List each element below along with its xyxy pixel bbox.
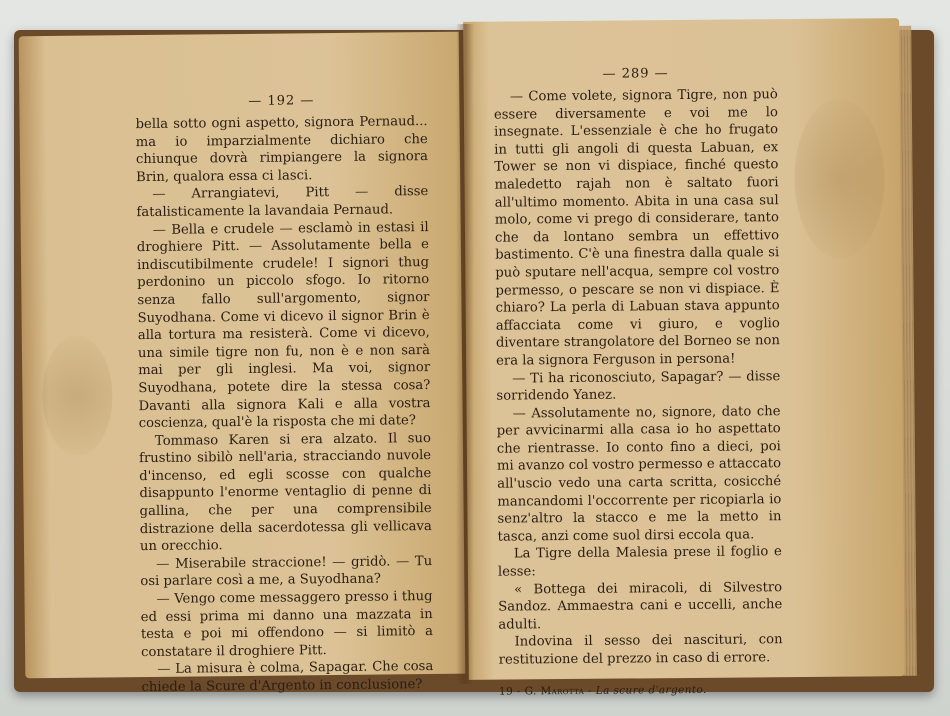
paragraph: « Bottega dei miracoli, di Silvestro Sandoz. Ammaestra cani e uccelli, anche adulti. xyxy=(498,579,783,633)
footer-title: La scure d'argento. xyxy=(595,683,707,697)
right-page-number: — 289 — xyxy=(602,66,669,82)
left-page-content xyxy=(135,92,433,697)
paper-stain xyxy=(794,98,885,259)
paragraph: — Vengo come messaggero presso i thug ed essi prima mi danno una mazzata in testa e poi mi offendono — si limitò a constatare il droghiere Pitt. xyxy=(140,589,433,660)
right-page xyxy=(463,18,905,698)
paragraph: La Tigre della Malesia prese il foglio e lesse: xyxy=(497,544,782,580)
paper-stain xyxy=(42,335,113,456)
paragraph: — Arrangiatevi, Pitt — disse fatalisticamente la lavandaia Pernaud. xyxy=(136,184,429,221)
paragraph: — Come volete, signora Tigre, non può essere diversamente e voi me lo insegnate. L'essenziale è che ho frugato in tutti gli angoli di questa Labuan, ex Tower se non vi dispiace, finché questo maledetto rajah non è saltato fuori all'ultimo momento. Abita in una casa sul molo, come vi prego di considerare, tanto che da lontano sembra un effettivo bastimento. C'è una finestra dalla quale si può sputare nell'acqua, sempre col vostro permesso, o pescare se non vi dispiace. È chiaro? La perla di Labuan stava appunto affacciata come vi giuro, e voglio diventare strangolatore del Borneo se non era la signora Ferguson in persona! xyxy=(493,87,780,369)
paragraph: bella sotto ogni aspetto, signora Pernaud... ma io imparzialmente dichiaro che chiunque dovrà rimpiangere la signora Brin, qualora essa ci lasci. xyxy=(135,114,429,185)
paragraph: — La misura è colma, Sapagar. Che cosa chiede la Scure d'Argento in conclusione? xyxy=(141,659,434,696)
paragraph: — Bella e crudele — esclamò in estasi il droghiere Pitt. — Assolutamente bella e indiscutibilmente crudele! I signori thug perdonino un piccolo sfogo. Io ritorno senza fallo sull'argomento, signor Suyodhana. Come vi dicevo il signor Brin è alla tortura ma resisterà. Come vi dicevo, una simile tigre non fu, non è e non sarà mai per gli inglesi. Ma voi, signor Suyodhana, potete dire la stessa cosa? Davanti alla signora Kali e alla vostra coscienza, qual'è la risposta che mi date? xyxy=(136,219,431,432)
left-page-number: — 192 — xyxy=(248,93,315,109)
right-page-text xyxy=(494,86,783,669)
paragraph: — Miserabile straccione! — gridò. — Tu osi parlare così a me, a Suyodhana? xyxy=(140,553,433,590)
paragraph: Tommaso Karen si era alzato. Il suo frustino sibilò nell'aria, stracciando nuvole d'incenso, ed egli scosse con qualche disappunto l'enorme ventaglio di penne di gallina, che per una comprensibile distrazione della sacerdotessa gli vellicava un orecchio. xyxy=(139,430,432,555)
right-page-content xyxy=(494,65,783,697)
signature-mark: 19 - xyxy=(498,685,521,698)
left-page-text xyxy=(135,113,433,697)
book-gutter xyxy=(456,24,474,684)
footer-author: G. Marotta xyxy=(524,684,585,697)
paragraph: — Assolutamente no, signore, dato che per avvicinarmi alla casa io ho aspettato che rientrasse. Io conto fino a dieci, poi mi avanzo col vostro permesso e attaccato all'uscio vedo una carta scritta, cosicché mancandomi l'occorrente per ricopiarla io senz'altro la stacco e me la metto in tasca, anzi come suol dirsi eccola qua. xyxy=(496,403,782,545)
page-footer: 19 - G. Marotta - La scure d'argento. xyxy=(498,683,707,698)
paragraph: — Ti ha riconosciuto, Sapagar? — disse sorridendo Yanez. xyxy=(496,368,781,404)
left-page xyxy=(19,32,466,696)
paragraph: Indovina il sesso dei nascituri, con restituzione del prezzo in caso di errore. xyxy=(498,632,783,668)
